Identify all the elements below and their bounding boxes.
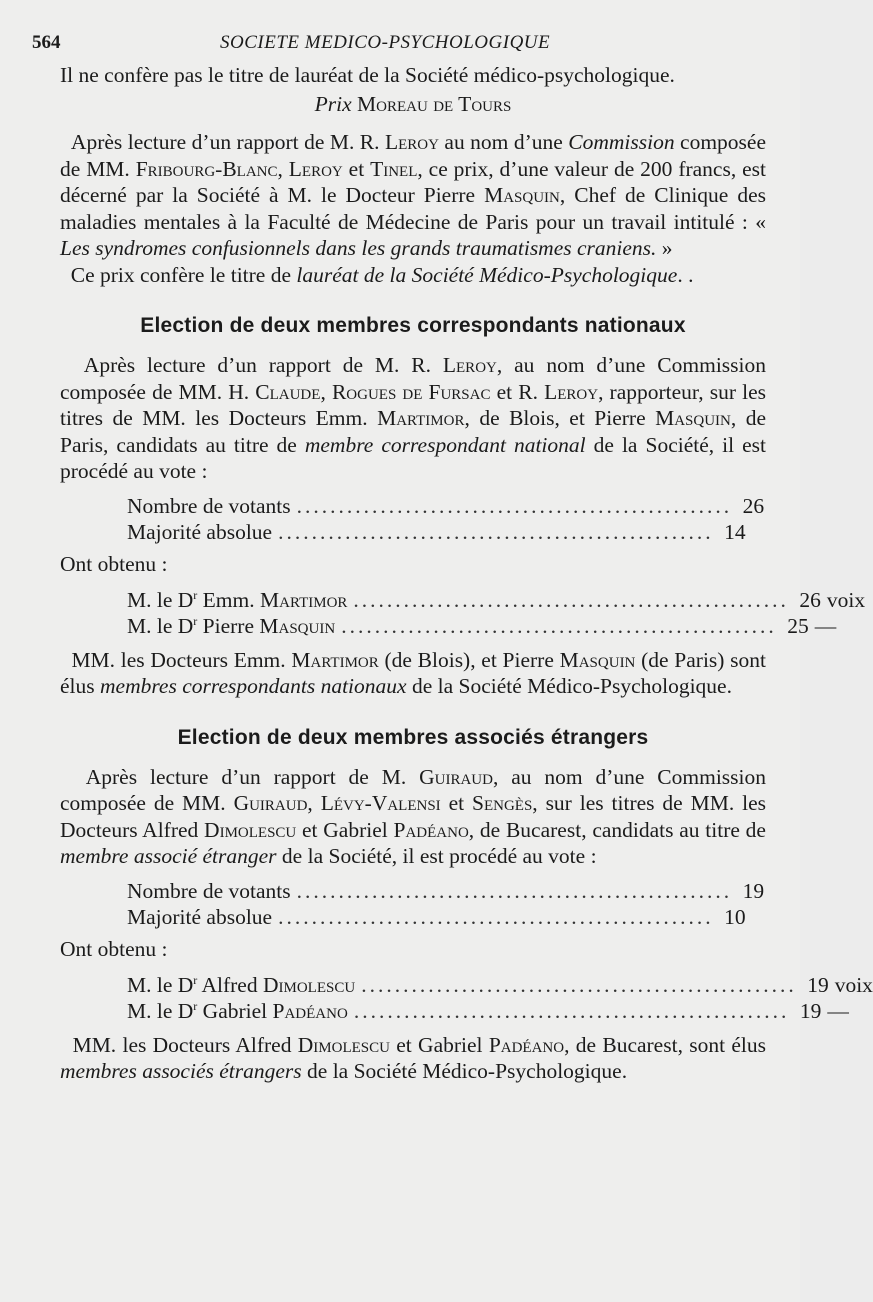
prize-name: Moreau de Tours xyxy=(357,91,512,116)
prize-title: Prix Moreau de Tours xyxy=(314,91,512,116)
obtained-label: Ont obtenu : xyxy=(60,936,168,961)
tally-row: Majorité absolue .................................................... 10 xyxy=(127,904,746,929)
vote-results xyxy=(127,587,866,639)
prize-paragraph: Après lecture d’un rapport de M. R. Leroy au nom d’une Commission composée de MM. Fribourg-Blanc, Leroy et Tinel, ce prix, d’une valeur de 200 francs, est décerné par la Société à M. le Docteur Pierre Masquin, Chef de Clinique des maladies mentales à la Faculté de Médecine de Paris pour un travail intitulé : « Les syndromes confusionnels dans les grands traumatismes craniens. » xyxy=(60,130,767,260)
section-heading-correspondants: Election de deux membres correspondants nationaux xyxy=(140,314,686,337)
election1-paragraph: Après lecture d’un rapport de M. R. Leroy, au nom d’une Commission composée de MM. H. Claude, Rogues de Fursac et R. Leroy, rapporteur, sur les titres de MM. les Docteurs Emm. Martimor, de Blois, et Pierre Masquin, de Paris, candidats au titre de membre correspondant national de la Société, il est procédé au vote : xyxy=(60,353,767,483)
result-row: M. le $D^r$ Alfred Dimolescu .................................................... 19 voix xyxy=(127,972,873,997)
prize-title-paragraph: Ce prix confère le titre de lauréat de la Société Médico-Psychologique. . xyxy=(70,262,694,287)
page-header xyxy=(32,28,766,62)
intro-paragraph: Il ne confère pas le titre de lauréat de la Société médico-psychologique. xyxy=(60,63,675,87)
tally-row: Nombre de votants .................................................... 26 xyxy=(127,493,765,518)
vote-results xyxy=(127,972,873,1024)
obtained-label: Ont obtenu : xyxy=(60,551,168,576)
vote-tally xyxy=(127,878,765,930)
tally-row: Majorité absolue .................................................... 14 xyxy=(127,519,746,544)
vote-tally xyxy=(127,493,765,545)
section-heading-associes: Election de deux membres associés étrangers xyxy=(177,725,649,749)
page-number: 564 xyxy=(32,32,61,53)
election2-paragraph: Après lecture d’un rapport de M. Guiraud, au nom d’une Commission composée de MM. Guiraud, Lévy-Valensi et Sengès, sur les titres de MM. les Docteurs Alfred Dimolescu et Gabriel Padéano, de Bucarest, candidats au titre de membre associé étranger de la Société, il est procédé au vote : xyxy=(60,764,766,868)
result-row: M. le $D^r$ Emm. Martimor .................................................... 26 voix xyxy=(127,587,866,612)
running-head: SOCIETE MEDICO-PSYCHOLOGIQUE xyxy=(220,32,551,53)
election2-conclusion: MM. les Docteurs Alfred Dimolescu et Gabriel Padéano, de Bucarest, sont élus membres associés étrangers de la Société Médico-Psychologique. xyxy=(60,1032,766,1083)
tally-row: Nombre de votants .................................................... 19 xyxy=(127,878,765,903)
result-row: M. le $D^r$ Pierre Masquin .................................................... 25 — xyxy=(127,613,837,638)
election1-conclusion: MM. les Docteurs Emm. Martimor (de Blois), et Pierre Masquin (de Paris) sont élus membres correspondants nationaux de la Société Médico-Psychologique. xyxy=(60,647,767,698)
result-row: M. le $D^r$ Gabriel Padéano .................................................... 19 — xyxy=(127,998,849,1023)
